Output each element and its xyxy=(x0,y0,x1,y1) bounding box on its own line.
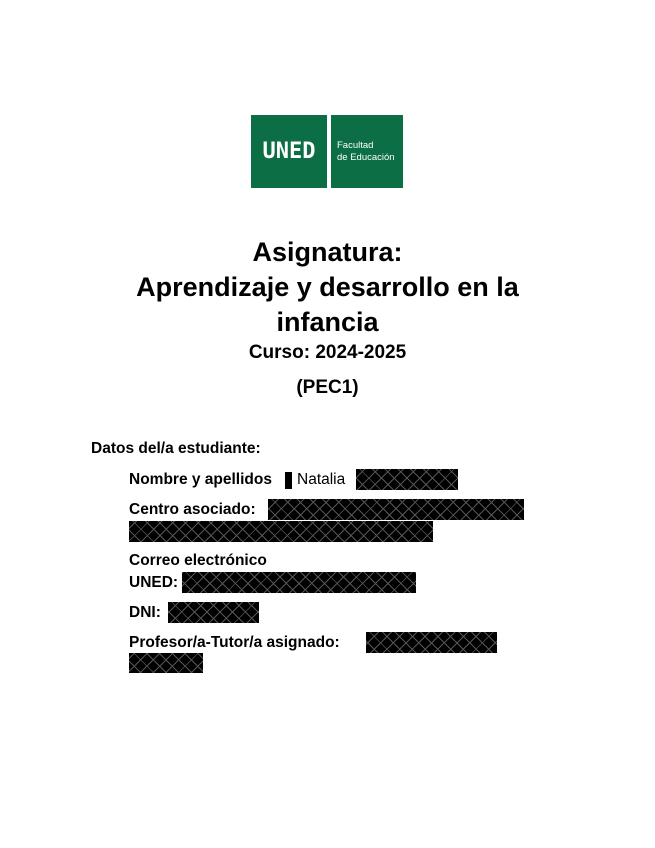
uned-logo xyxy=(251,115,403,188)
tutor-label: Profesor/a-Tutor/a asignado: xyxy=(129,634,340,651)
email-label-line-2: UNED: xyxy=(129,574,179,591)
redacted-dni xyxy=(168,602,259,623)
faculty-line-2: de Educación xyxy=(337,151,395,163)
name-field xyxy=(129,471,272,489)
redacted-center-line-1 xyxy=(268,499,524,520)
redacted-email xyxy=(182,572,416,593)
dni-label: DNI: xyxy=(129,604,161,621)
faculty-logo-text xyxy=(331,115,403,188)
center-label: Centro asociado: xyxy=(129,501,256,518)
subject-name-line-1: Aprendizaje y desarrollo en la xyxy=(136,272,519,302)
center-field xyxy=(129,501,256,519)
uned-logo-text: UNED xyxy=(262,139,316,164)
redacted-surname xyxy=(356,469,458,490)
name-label: Nombre y apellidos xyxy=(129,471,272,488)
course-year: Curso: 2024-2025 xyxy=(248,342,407,363)
subject-name-line-2: infancia xyxy=(276,307,379,337)
uned-logo-mark xyxy=(251,115,327,188)
faculty-line-1: Facultad xyxy=(337,139,374,151)
name-value-wrap xyxy=(297,471,345,489)
redaction-mark xyxy=(285,472,292,489)
pec-label: (PEC1) xyxy=(296,377,359,398)
subject-heading: Asignatura: xyxy=(252,237,403,267)
email-label-line-1: Correo electrónico xyxy=(129,552,267,569)
redacted-center-line-2 xyxy=(129,521,433,542)
redacted-tutor-line-2 xyxy=(129,653,203,673)
name-value: Natalia xyxy=(297,471,346,488)
redacted-tutor-line-1 xyxy=(366,632,497,653)
student-data-heading: Datos del/a estudiante: xyxy=(91,440,261,457)
